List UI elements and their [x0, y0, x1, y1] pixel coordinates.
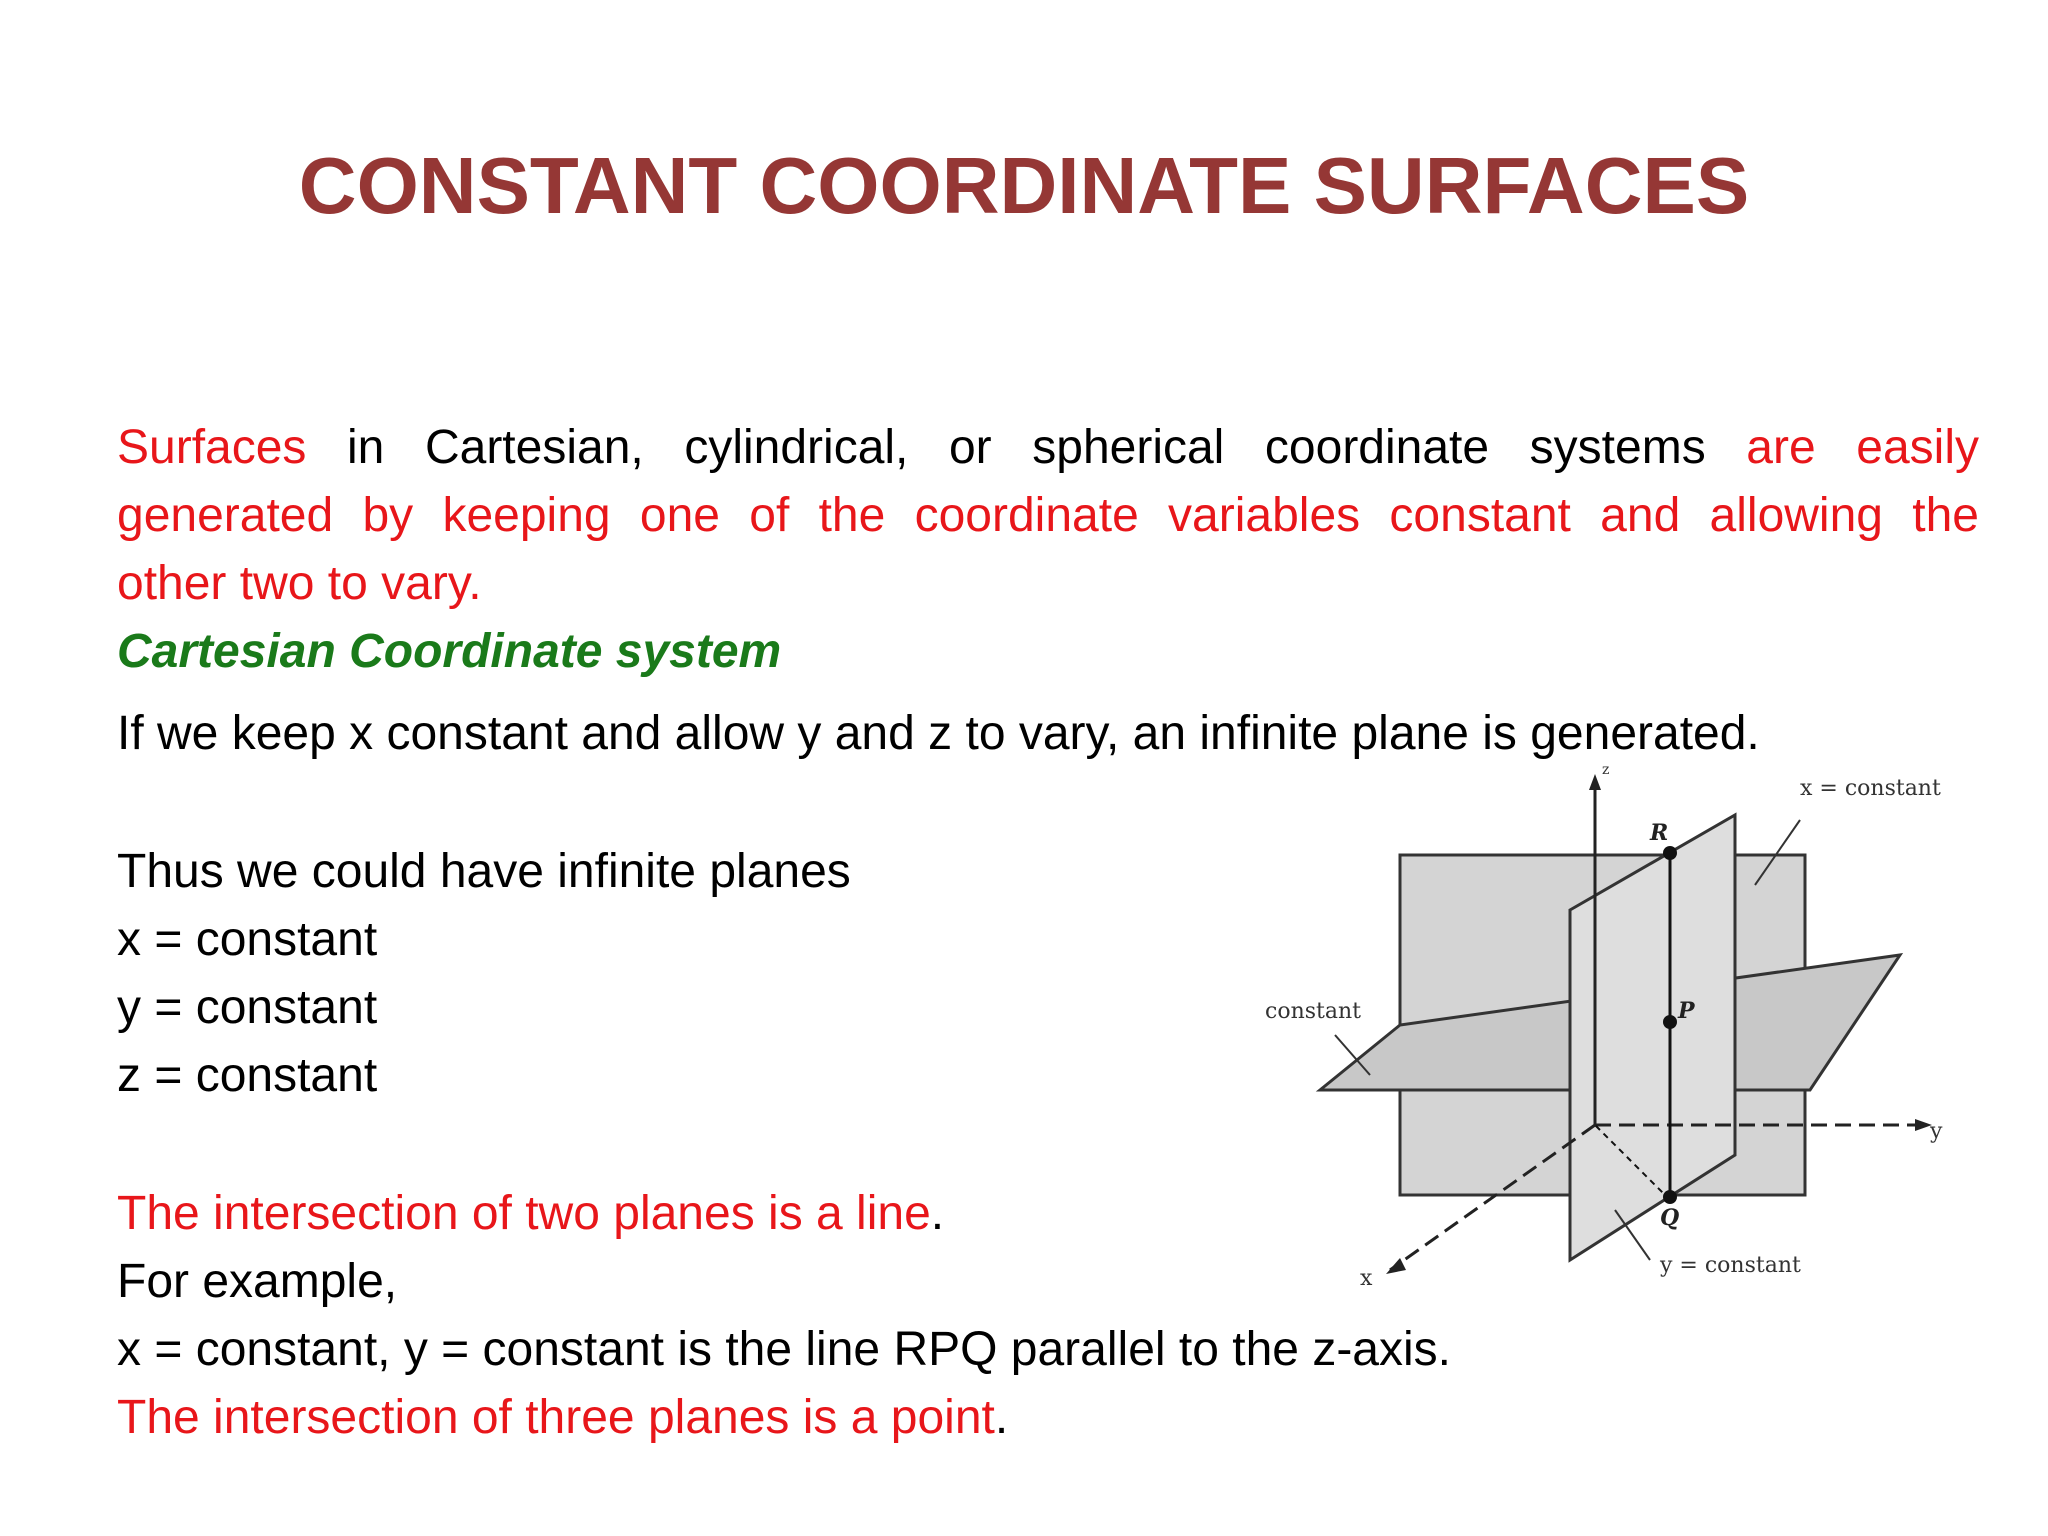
intersection-line-sentence: [117, 1180, 944, 1248]
intersection-point-text: The intersection of three planes is a point: [117, 1391, 995, 1444]
z-constant-label: constant: [1265, 999, 1361, 1024]
point-q: [1663, 1190, 1677, 1204]
intersection-point-sentence: [117, 1384, 1008, 1452]
point-r: [1663, 846, 1677, 860]
intro-easily: are easily: [1746, 421, 1979, 474]
intro-line-1: [117, 414, 1979, 482]
planes-intro: Thus we could have infinite planes: [117, 845, 851, 898]
intro-line-2: generated by keeping one of the coordinate variables constant and allowing the: [117, 489, 1979, 542]
x-constant-label: x = constant: [1800, 776, 1941, 801]
point-r-label: R: [1650, 820, 1669, 846]
example-line: x = constant, y = constant is the line RPQ parallel to the z-axis.: [117, 1323, 1451, 1376]
intersection-line-text: The intersection of two planes is a line: [117, 1187, 931, 1240]
x-axis-label: x: [1360, 1266, 1373, 1291]
point-p: [1663, 1015, 1677, 1029]
z-axis-arrow: [1589, 774, 1601, 790]
period: .: [930, 1187, 945, 1240]
y-axis-label: y: [1930, 1119, 1943, 1144]
point-q-label: Q: [1660, 1205, 1680, 1231]
y-constant-label: y = constant: [1660, 1253, 1801, 1278]
x-axis-arrow: [1386, 1258, 1406, 1274]
slide-title: CONSTANT COORDINATE SURFACES: [298, 141, 1750, 230]
intro-systems: in Cartesian, cylindrical, or spherical coordinate systems: [347, 421, 1706, 474]
plane-sentence: If we keep x constant and allow y and z to vary, an infinite plane is generated.: [117, 707, 1760, 760]
for-example: For example,: [117, 1255, 398, 1308]
period: .: [994, 1391, 1009, 1444]
plane-y: y = constant: [117, 981, 378, 1034]
plane-z: z = constant: [117, 1049, 378, 1102]
intro-surfaces: Surfaces: [117, 421, 307, 474]
coordinate-planes-figure: [1240, 760, 1943, 1320]
intro-line-3: other two to vary.: [117, 557, 482, 610]
z-axis-label: z: [1602, 762, 1610, 778]
point-p-label: P: [1678, 998, 1695, 1024]
section-heading: Cartesian Coordinate system: [117, 625, 782, 678]
planes-diagram: [1240, 760, 1943, 1320]
plane-x: x = constant: [117, 913, 378, 966]
